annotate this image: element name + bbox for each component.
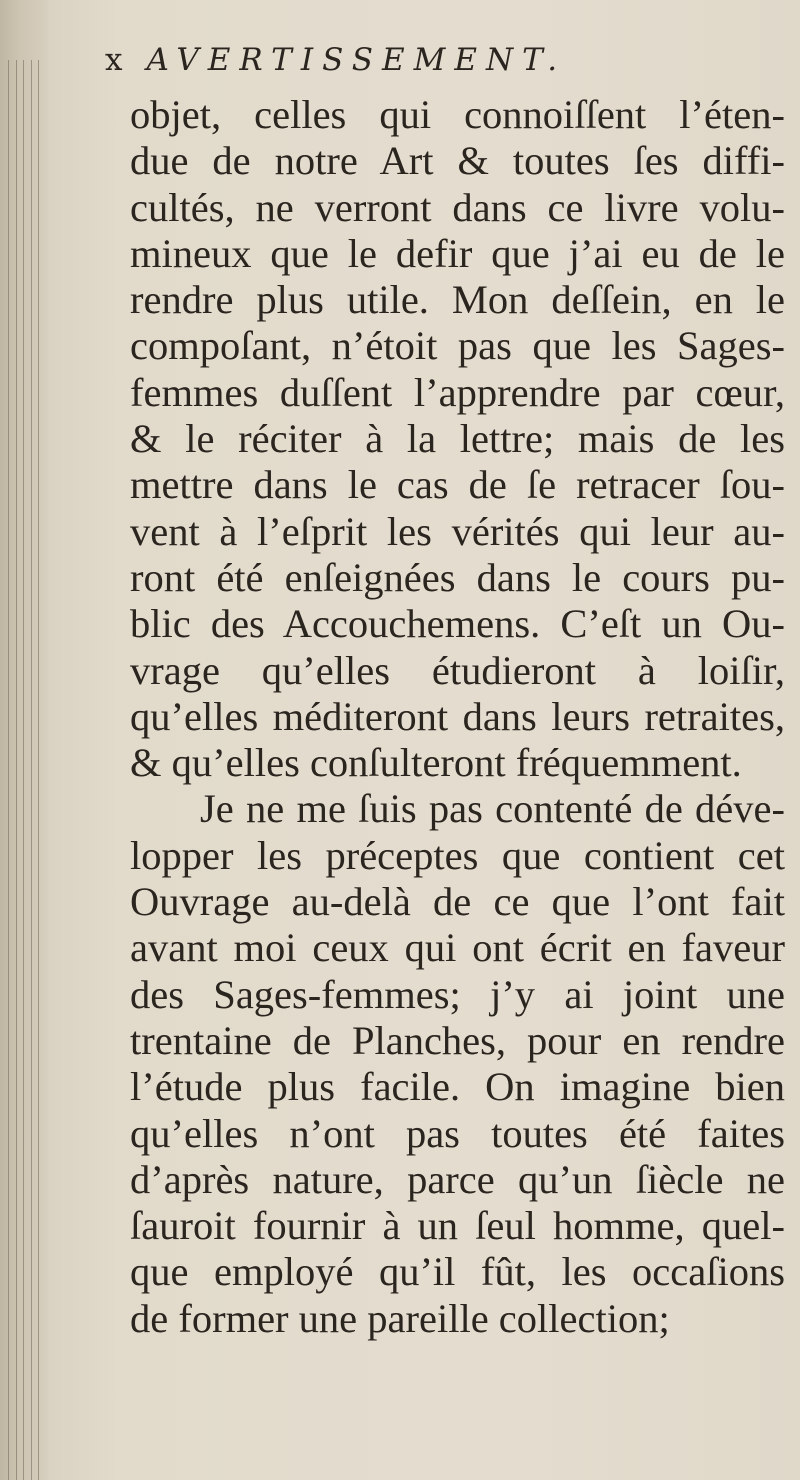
text-line: que employé qu’il fût, les occaſions	[130, 1249, 785, 1295]
text-line: qu’elles n’ont pas toutes été faites	[130, 1110, 785, 1156]
text-line: lopper les préceptes que contient cet	[130, 832, 785, 878]
text-line: cultés, ne verront dans ce livre volu-	[130, 184, 785, 230]
text-line: objet, celles qui connoiſſent l’éten-	[130, 92, 785, 137]
text-line: & le réciter à la lettre; mais de les	[130, 416, 785, 462]
header-title: AVERTISSEMENT.	[146, 42, 567, 78]
text-line: due de notre Art & toutes ſes diffi-	[130, 138, 785, 184]
gutter-line	[31, 60, 32, 1480]
text-line: ront été enſeignées dans le cours pu-	[130, 554, 785, 600]
text-line: vent à l’eſprit les vérités qui leur au-	[130, 508, 785, 554]
gutter-line	[16, 60, 17, 1480]
page-folio: x	[105, 42, 123, 78]
text-line: trentaine de Planches, pour en rendre	[130, 1017, 785, 1063]
text-line: compoſant, n’étoit pas que les Sages-	[130, 323, 785, 369]
running-header	[105, 42, 566, 78]
text-line: vrage qu’elles étudieront à loiſir,	[130, 647, 785, 693]
text-line: qu’elles méditeront dans leurs retraites,	[130, 693, 785, 739]
text-line: blic des Accouchemens. C’eſt un Ou-	[130, 601, 785, 647]
text-line: ſauroit fournir à un ſeul homme, quel-	[130, 1203, 785, 1249]
text-line: Ouvrage au-delà de ce que l’ont fait	[130, 879, 785, 925]
text-line: Je ne me ſuis pas contenté de déve-	[200, 786, 785, 832]
gutter-line	[8, 60, 9, 1480]
text-line: & qu’elles conſulteront fréquemment.	[130, 740, 742, 786]
text-line: femmes duſſent l’apprendre par cœur,	[130, 369, 785, 415]
gutter-line	[38, 60, 39, 1480]
text-line: des Sages-femmes; j’y ai joint une	[130, 971, 785, 1017]
text-line: mineux que le defir que j’ai eu de le	[130, 230, 785, 276]
gutter-line	[23, 60, 24, 1480]
text-line: d’après nature, parce qu’un ſiècle ne	[130, 1156, 785, 1202]
body-text	[130, 92, 785, 1342]
text-line: mettre dans le cas de ſe retracer ſou-	[130, 462, 785, 508]
binding-gutter	[0, 0, 48, 1480]
text-line: de former une pareille collection;	[130, 1295, 670, 1341]
text-line: avant moi ceux qui ont écrit en faveur	[130, 925, 785, 971]
text-line: l’étude plus facile. On imagine bien	[130, 1064, 785, 1110]
text-line: rendre plus utile. Mon deſſein, en le	[130, 277, 785, 323]
